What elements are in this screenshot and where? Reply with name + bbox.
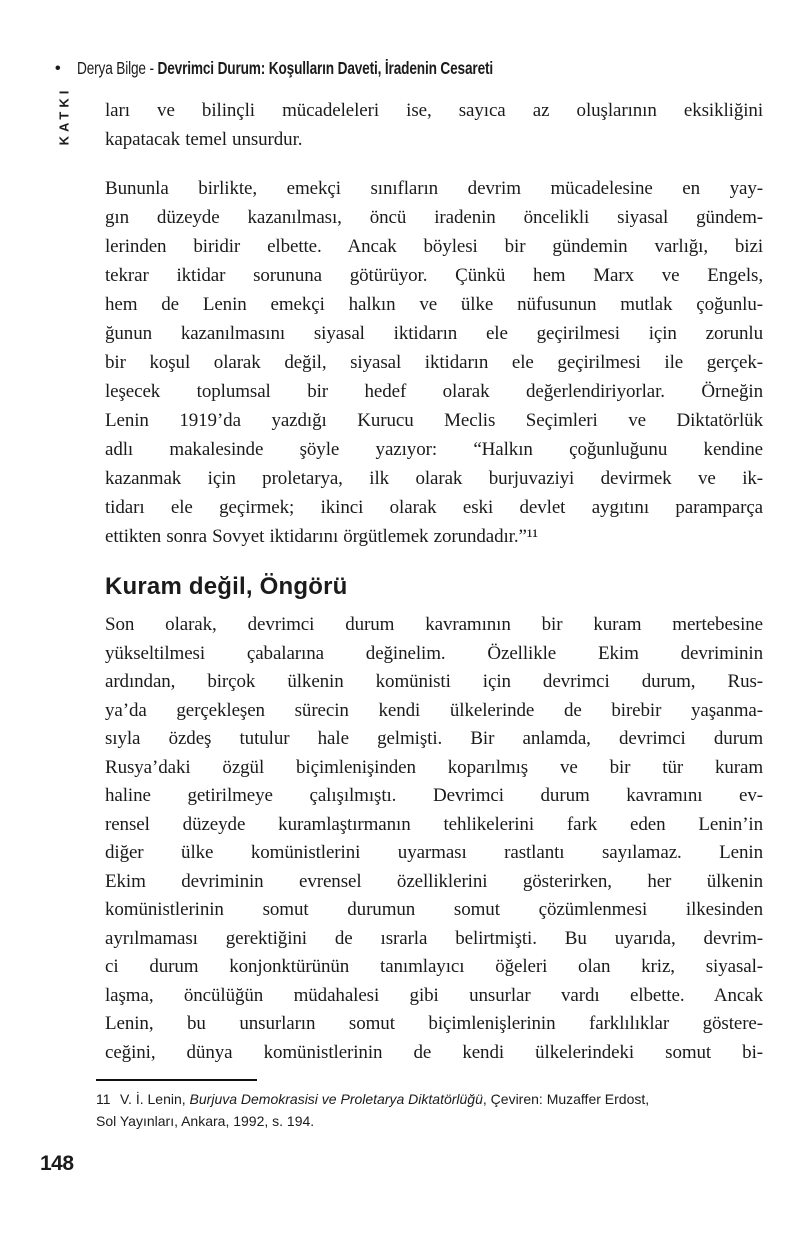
footnote-text-pre: V. İ. Lenin, xyxy=(120,1091,190,1107)
text-line: ayrılmaması gerektiğini de ısrarla belirtmişti. Bu uyarıda, devrim- xyxy=(105,927,763,949)
text-line: haline getirilmeye çalışılmıştı. Devrimci durum kavramını ev- xyxy=(105,785,763,806)
text-line: rensel düzeyde kuramlaştırmanın tehlikelerini fark eden Lenin’in xyxy=(105,813,763,835)
text-line: lerinden biridir elbette. Ancak böylesi bir gündemin varlığı, bizi xyxy=(105,236,763,257)
main-text-column xyxy=(105,96,763,1067)
text-line: kapatacak temel unsurdur. xyxy=(105,129,303,150)
text-line: ci durum konjonktürünün tanımlayıcı öğeleri olan kriz, siyasal- xyxy=(105,956,763,977)
header-text xyxy=(77,60,493,78)
paragraph xyxy=(105,174,763,551)
text-line: Bununla birlikte, emekçi sınıfların devrim mücadelesine en yay- xyxy=(105,178,763,199)
text-line: Lenin, bu unsurların somut biçimlenişlerinin farklılıklar göstere- xyxy=(105,1013,763,1034)
header-bullet-icon: • xyxy=(55,59,61,77)
footnote-line-2: Sol Yayınları, Ankara, 1992, s. 194. xyxy=(96,1113,315,1129)
header-separator: - xyxy=(145,58,158,78)
text-line: adlı makalesinde şöyle yazıyor: “Halkın çoğunluğunu kendine xyxy=(105,439,763,460)
footnote xyxy=(96,1079,768,1132)
text-line: Rusya’daki özgül biçimlenişinden koparılmış ve bir tür kuram xyxy=(105,756,763,778)
text-line: leşecek toplumsal bir hedef olarak değerlendiriyorlar. Örneğin xyxy=(105,381,763,402)
text-line: gın düzeyde kazanılması, öncü iradenin öncelikli siyasal gündem- xyxy=(105,207,763,228)
text-line: tekrar iktidar sorununa götürüyor. Çünkü hem Marx ve Engels, xyxy=(105,265,763,286)
page-number: 148 xyxy=(40,1152,74,1175)
text-line: kazanmak için proletarya, ilk olarak burjuvaziyi devirmek ve ik- xyxy=(105,468,763,489)
text-line: laşma, öncülüğün müdahalesi gibi unsurlar vardı elbette. Ancak xyxy=(105,984,763,1006)
section-heading: Kuram değil, Öngörü xyxy=(105,573,348,600)
running-header xyxy=(55,60,610,78)
text-line: bir koşul olarak değil, siyasal iktidarın ele geçirilmesi ile gerçek- xyxy=(105,352,763,373)
text-line: Son olarak, devrimci durum kavramının bir kuram mertebesine xyxy=(105,614,763,635)
paragraph xyxy=(105,611,763,1067)
header-article-title: Devrimci Durum: Koşulların Daveti, İradenin Cesareti xyxy=(157,58,493,78)
text-line: komünistlerinin somut durumun somut çözümlenmesi ilkesinden xyxy=(105,899,763,920)
footnote-line-1 xyxy=(96,1088,768,1110)
text-line: Ekim devriminin evrensel özelliklerini gösterirken, her ülkenin xyxy=(105,870,763,892)
text-line: ları ve bilinçli mücadeleleri ise, sayıca az oluşlarının eksikliğini xyxy=(105,100,763,121)
footnote-book-title: Burjuva Demokrasisi ve Proletarya Diktatörlüğü xyxy=(189,1091,483,1107)
footnote-text-post: , Çeviren: Muzaffer Erdost, xyxy=(482,1091,650,1107)
text-line: yükseltilmesi çabalarına değinelim. Özellikle Ekim devriminin xyxy=(105,642,763,664)
text-line: ğunun kazanılmasını siyasal iktidarın ele geçirilmesi için zorunlu xyxy=(105,323,763,344)
text-line: sıyla özdeş tutulur hale gelmişti. Bir anlamda, devrimci durum xyxy=(105,728,763,749)
text-line: ceğini, dünya komünistlerinin de kendi ülkelerindeki somut bi- xyxy=(105,1041,763,1063)
text-line: diğer ülke komünistlerini uyarması rastlantı sayılamaz. Lenin xyxy=(105,842,763,863)
paragraph xyxy=(105,96,763,154)
text-line: ardından, birçok ülkenin komünisti için devrimci durum, Rus- xyxy=(105,671,763,692)
footnote-number: 11 xyxy=(96,1091,111,1107)
text-line: Lenin 1919’da yazdığı Kurucu Meclis Seçimleri ve Diktatörlük xyxy=(105,410,763,431)
footnote-rule xyxy=(96,1079,257,1081)
text-line: ettikten sonra Sovyet iktidarını örgütlemek zorundadır.”¹¹ xyxy=(105,526,539,547)
header-author: Derya Bilge xyxy=(76,58,146,78)
text-line: ya’da gerçekleşen sürecin kendi ülkelerinde de birebir yaşanma- xyxy=(105,699,763,721)
spine-section-label: KATKI xyxy=(56,86,72,146)
text-line: hem de Lenin emekçi halkın ve ülke nüfusunun mutlak çoğunlu- xyxy=(105,294,763,315)
text-line: tidarı ele geçirmek; ikinci olarak eski devlet aygıtını paramparça xyxy=(105,497,763,518)
